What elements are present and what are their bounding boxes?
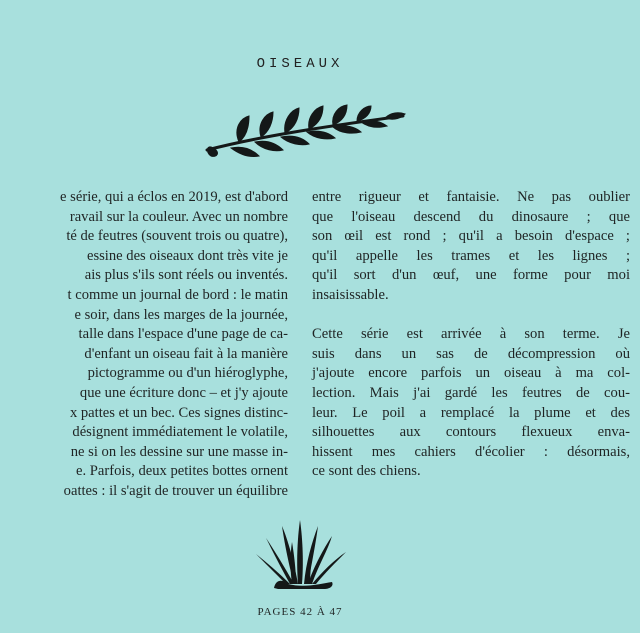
text-line: oattes : il s'agit de trouver un équilibre (63, 482, 288, 499)
text-line: suis dans un sas de décompression où (312, 345, 630, 362)
text-line: talle dans l'espace d'une page de ca- (78, 326, 288, 343)
right-text-column (312, 188, 630, 482)
text-line: leur. Le poil a remplacé la plume et des (312, 404, 630, 421)
text-line: qu'il sort d'un œuf, une forme pour moi (312, 267, 630, 284)
leafy-branch-icon (203, 104, 408, 160)
text-line: hissent mes cahiers d'écolier : désormais, (312, 443, 630, 460)
text-line: j'ajoute encore parfois un oiseau à ma col- (312, 365, 630, 382)
text-line: e série, qui a éclos en 2019, est d'abord (60, 189, 288, 205)
text-line: ne si on les dessine sur une masse in- (70, 443, 288, 460)
text-line: entre rigueur et fantaisie. Ne pas oublier (312, 189, 630, 205)
text-line: essine des oiseaux dont très vite je (86, 247, 288, 264)
text-line: insaisissable. (312, 286, 389, 303)
text-line: que l'oiseau descend du dinosaure ; que (312, 208, 630, 225)
text-line: silhouettes aux contours flexueux enva- (312, 424, 630, 441)
text-line: ce sont des chiens. (312, 463, 421, 480)
paragraph-gap (312, 306, 630, 326)
text-line: désignent immédiatement le volatile, (72, 424, 288, 441)
text-line: x pattes et un bec. Ces signes distinc- (69, 404, 288, 421)
page-reference: PAGES 42 À 47 (257, 606, 343, 618)
text-line: que une écriture donc – et j'y ajoute (79, 384, 288, 401)
text-line: d'enfant un oiseau fait à la manière (84, 345, 288, 362)
text-line: pictogramme ou d'un hiéroglyphe, (87, 365, 288, 382)
text-line: t comme un journal de bord : le matin (67, 286, 288, 303)
text-line: té de feutres (souvent trois ou quatre), (66, 228, 288, 245)
text-line: lection. Mais j'ai gardé les feutres de cou- (312, 384, 630, 401)
text-line: qu'il appelle les trames et les lignes ; (312, 247, 630, 264)
text-line: e. Parfois, deux petites bottes ornent (76, 463, 288, 480)
paragraph-2 (312, 325, 630, 482)
text-line: ravail sur la couleur. Avec un nombre (69, 208, 288, 225)
text-line: e soir, dans les marges de la journée, (74, 306, 288, 323)
grass-tuft-icon (254, 518, 350, 590)
text-line: Cette série est arrivée à son terme. Je (312, 326, 630, 343)
text-line: ais plus s'ils sont réels ou inventés. (84, 267, 288, 284)
paragraph-1 (312, 188, 630, 306)
left-text-column (0, 188, 296, 502)
text-line: son œil est rond ; qu'il a besoin d'espace ; (312, 228, 630, 245)
section-heading: OISEAUX (256, 56, 344, 72)
